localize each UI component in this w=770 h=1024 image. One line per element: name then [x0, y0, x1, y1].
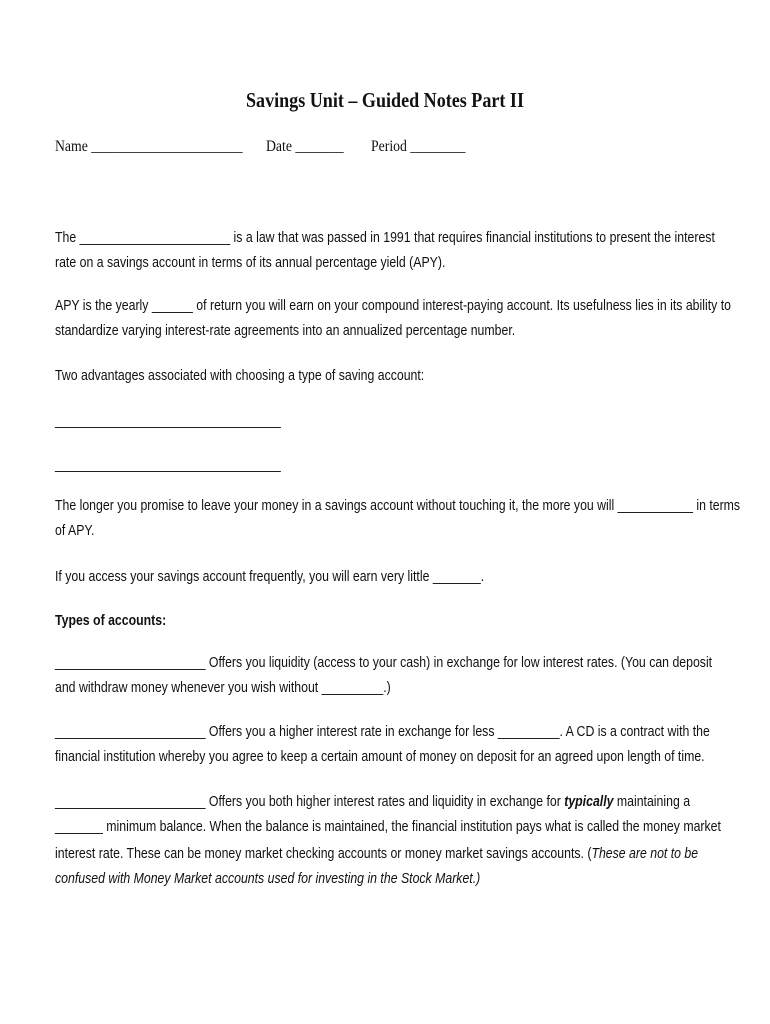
advantages-prompt: Two advantages associated with choosing a type of saving account:: [55, 367, 425, 384]
account-1-line-2: and withdraw money whenever you wish without _________.): [55, 679, 391, 696]
account-3-line-1-end: maintaining a: [613, 793, 691, 810]
account-3-line-1: [55, 789, 690, 814]
apy-line-1: APY is the yearly ______ of return you will earn on your compound interest-paying account. Its usefulness lies in its ability to: [55, 297, 731, 314]
date-field: Date _______: [266, 138, 344, 155]
account-2-line-2: financial institution whereby you agree to keep a certain amount of money on deposit for an agreed upon length of time.: [55, 748, 705, 765]
typically-emphasis: typically: [564, 793, 614, 810]
longer-line-2: of APY.: [55, 522, 95, 539]
truth-in-savings-line-2: rate on a savings account in terms of its annual percentage yield (APY).: [55, 254, 446, 271]
period-field: Period ________: [371, 138, 466, 155]
account-2-line-1: ______________________ Offers you a higher interest rate in exchange for less _________. A CD is a contract with the: [55, 723, 710, 740]
truth-in-savings-line-1: The ______________________ is a law that was passed in 1991 that requires financial institutions to present the interest: [55, 229, 715, 246]
types-heading: Types of accounts:: [55, 612, 167, 629]
account-3-line-2: _______ minimum balance. When the balance is maintained, the financial institution pays what is called the money market: [55, 818, 721, 835]
name-field: Name ______________________: [55, 138, 243, 155]
access-frequently-line: If you access your savings account frequently, you will earn very little _______.: [55, 568, 485, 585]
account-1-line-1: ______________________ Offers you liquidity (access to your cash) in exchange for low interest rates. (You can deposit: [55, 654, 713, 671]
apy-line-2: standardize varying interest-rate agreements into an annualized percentage number.: [55, 322, 516, 339]
advantage-blank-1: _________________________________: [55, 412, 281, 429]
account-3-line-3: [55, 841, 698, 866]
account-3-line-3-text: interest rate. These can be money market checking accounts or money market savings accounts. (: [55, 845, 592, 862]
advantage-blank-2: _________________________________: [55, 456, 281, 473]
document-title: Savings Unit – Guided Notes Part II: [246, 88, 524, 112]
account-3-line-4: confused with Money Market accounts used for investing in the Stock Market.): [55, 870, 481, 887]
account-3-line-1-text: ______________________ Offers you both higher interest rates and liquidity in exchange for: [55, 793, 565, 810]
not-confused-note-start: These are not to be: [591, 845, 699, 862]
longer-line-1: The longer you promise to leave your money in a savings account without touching it, the more you will ___________ in terms: [55, 497, 741, 514]
